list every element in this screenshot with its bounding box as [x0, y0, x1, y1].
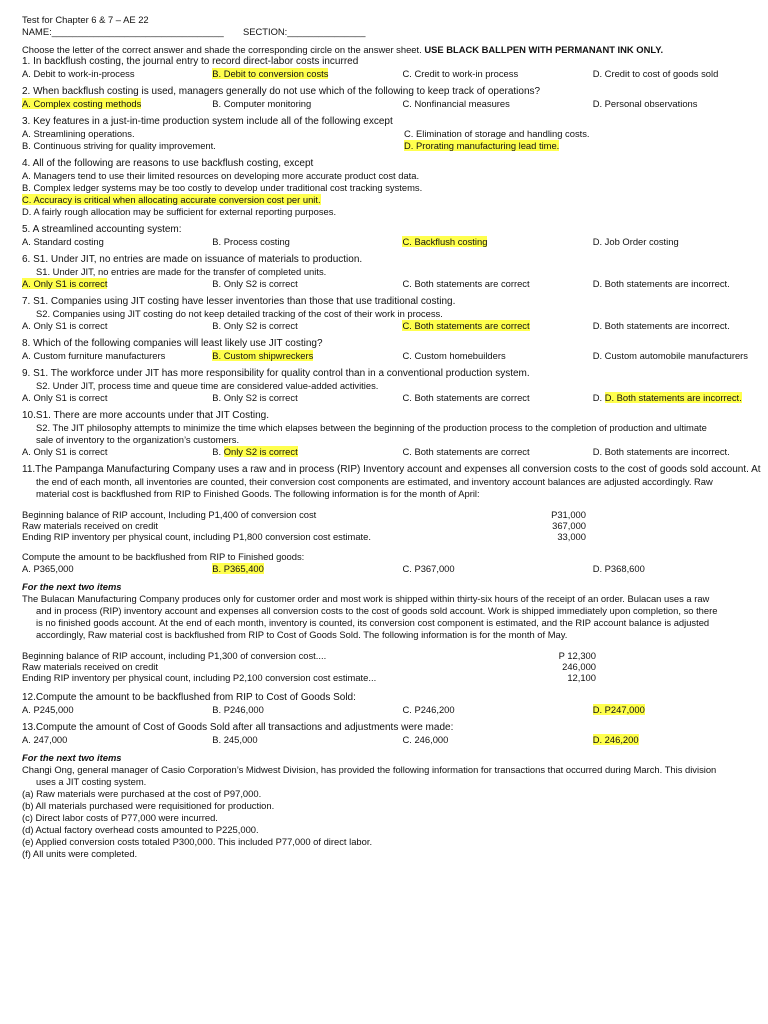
q8-option-d: D. Custom automobile manufacturers [592, 350, 748, 361]
q6-option-d: D. Both statements are incorrect. [592, 278, 730, 289]
q4-option-c: C. Accuracy is critical when allocating accurate conversion cost per unit. [22, 194, 321, 205]
question-9-options: A. Only S1 is correct B. Only S2 is correct C. Both statements are correct D. D. Both statements are incorrect. [22, 392, 742, 403]
question-8-stem: 8. Which of the following companies will least likely use JIT costing? [22, 338, 323, 349]
document-title: Test for Chapter 6 & 7 – AE 22 [22, 14, 149, 25]
question-7-s2: S2. Companies using JIT costing do not keep detailed tracking of the cost of their work in process. [36, 308, 443, 319]
q13-option-a: A. 247,000 [22, 734, 68, 745]
q6-option-a: A. Only S1 is correct [22, 278, 108, 289]
question-3-options-row2 [22, 140, 762, 152]
q7-option-a: A. Only S1 is correct [22, 320, 108, 331]
question-13-options [22, 734, 762, 746]
q12-option-a: A. P245,000 [22, 704, 74, 715]
q10-option-c: C. Both statements are correct [402, 446, 530, 457]
q11-option-a: A. P365,000 [22, 563, 74, 574]
question-1-stem: 1. In backflush costing, the journal entry to record direct-labor costs incurred [22, 56, 359, 67]
q3-option-a: A. Streamlining operations. [22, 128, 135, 139]
question-8-options [22, 350, 762, 362]
q1-option-d: D. Credit to cost of goods sold [592, 68, 719, 79]
q4-option-a: A. Managers tend to use their limited resources on developing more accurate product cost data. [22, 170, 420, 181]
q2-option-b: B. Computer monitoring [212, 98, 312, 109]
q6-option-c: C. Both statements are correct [402, 278, 530, 289]
casio-item-b: (b) All materials purchased were requisitioned for production. [22, 800, 275, 811]
q1-option-c: C. Credit to work-in process [402, 68, 519, 79]
question-5-options [22, 236, 762, 248]
bulacan-table-row: Raw materials received on credit 246,000 [22, 661, 596, 672]
question-13-stem: 13.Compute the amount of Cost of Goods Sold after all transactions and adjustments were made: [22, 722, 454, 733]
question-7-options [22, 320, 762, 332]
q8-option-a: A. Custom furniture manufacturers [22, 350, 166, 361]
question-10-options: A. Only S1 is correct B. Only S2 is correct C. Both statements are correct D. Both statements are incorrect. [22, 446, 730, 457]
question-1-options [22, 68, 762, 80]
q11-option-c: C. P367,000 [402, 563, 455, 574]
question-2-stem: 2. When backflush costing is used, managers generally do not use which of the following to keep track of operations? [22, 86, 541, 97]
q13-option-d: D. 246,200 [592, 734, 639, 745]
question-11-options [22, 563, 762, 575]
q13-option-b: B. 245,000 [212, 734, 258, 745]
q11-option-b: B. P365,400 [212, 563, 264, 574]
q5-option-d: D. Job Order costing [592, 236, 679, 247]
casio-item-a: (a) Raw materials were purchased at the cost of P97,000. [22, 788, 262, 799]
q1-option-a: A. Debit to work-in-process [22, 68, 135, 79]
question-6-options [22, 278, 762, 290]
question-11-p1: 11.The Pampanga Manufacturing Company uses a raw and in process (RIP) Inventory account and expenses all conversion costs to the cost of goods sold account. At [22, 464, 761, 475]
q13-option-c: C. 246,000 [402, 734, 449, 745]
question-9-s1: 9. S1. The workforce under JIT has more responsibility for quality control than in a conventional production system. [22, 368, 530, 379]
q8-option-c: C. Custom homebuilders [402, 350, 506, 361]
question-6-s2: S1. Under JIT, no entries are made for the transfer of completed units. [36, 266, 327, 277]
q7-option-b: B. Only S2 is correct [212, 320, 298, 331]
question-7-s1: 7. S1. Companies using JIT costing have lesser inventories than those that use traditional costing. [22, 296, 456, 307]
q3-option-c: C. Elimination of storage and handling costs. [404, 128, 590, 139]
q9-option-c: C. Both statements are correct [402, 392, 530, 403]
bulacan-p1: The Bulacan Manufacturing Company produces only for customer order and most work is shipped within thirty-six hours of the receipt of an order. Bulacan uses a raw [22, 593, 710, 604]
name-field: NAME:_________________________________ [22, 26, 224, 37]
bulacan-p2: and in process (RIP) inventory account and expenses all conversion costs to the cost of goods sold account. Work is shipped immediately upon completion, so there [36, 605, 718, 616]
q11-option-d: D. P368,600 [592, 563, 645, 574]
next-two-items-heading-2: For the next two items [22, 752, 122, 763]
question-6-s1: 6. S1. Under JIT, no entries are made on issuance of materials to production. [22, 254, 363, 265]
q7-option-d: D. Both statements are incorrect. [592, 320, 730, 331]
bulacan-table-row: Ending RIP inventory per physical count, including P2,100 conversion cost estimate... 12,100 [22, 672, 596, 683]
question-3-stem: 3. Key features in a just-in-time production system include all of the following except [22, 116, 393, 127]
casio-item-f: (f) All units were completed. [22, 848, 138, 859]
instructions: Choose the letter of the correct answer and shade the corresponding circle on the answer sheet. USE BLACK BALLPEN WITH PERMANANT INK ONLY. [22, 44, 664, 55]
instructions-bold: USE BLACK BALLPEN WITH PERMANANT INK ONLY. [424, 44, 664, 55]
question-2-options [22, 98, 762, 110]
question-3-options-row1 [22, 128, 762, 140]
q9-option-b: B. Only S2 is correct [212, 392, 298, 403]
q12-option-d: D. P247,000 [592, 704, 645, 715]
q2-option-c: C. Nonfinancial measures [402, 98, 510, 109]
bulacan-table-row: Beginning balance of RIP account, including P1,300 of conversion cost.... P 12,300 [22, 650, 596, 661]
q11-table-row: Ending RIP inventory per physical count, including P1,800 conversion cost estimate. 33,000 [22, 531, 586, 542]
q12-option-c: C. P246,200 [402, 704, 455, 715]
question-4-stem: 4. All of the following are reasons to use backflush costing, except [22, 158, 314, 169]
question-5-stem: 5. A streamlined accounting system: [22, 224, 182, 235]
q10-option-b: Only S2 is correct [223, 446, 298, 457]
q8-option-b: B. Custom shipwreckers [212, 350, 314, 361]
section-field: SECTION:_______________ [242, 26, 366, 37]
question-10-s2-cont: sale of inventory to the organization’s customers. [36, 434, 240, 445]
question-9-s2: S2. Under JIT, process time and queue time are considered value-added activities. [36, 380, 379, 391]
question-12-options [22, 704, 762, 716]
bulacan-p4: accordingly, Raw material cost is backflushed from RIP to Cost of Goods Sold. The following information is for the month of May. [36, 629, 568, 640]
q5-option-b: B. Process costing [212, 236, 290, 247]
q11-ask: Compute the amount to be backflushed from RIP to Finished goods: [22, 551, 305, 562]
q3-option-d: D. Prorating manufacturing lead time. [404, 140, 560, 151]
q10-option-a: A. Only S1 is correct [22, 446, 108, 457]
q2-option-a: A. Complex costing methods [22, 98, 142, 109]
q9-option-a: A. Only S1 is correct [22, 392, 108, 403]
q3-option-b: B. Continuous striving for quality improvement. [22, 140, 216, 151]
q10-option-d: D. Both statements are incorrect. [592, 446, 730, 457]
q9-option-d: D. Both statements are incorrect. [604, 392, 742, 403]
q7-option-c: C. Both statements are correct [402, 320, 530, 331]
casio-item-d: (d) Actual factory overhead costs amounted to P225,000. [22, 824, 259, 835]
q1-option-b: B. Debit to conversion costs [212, 68, 329, 79]
q12-option-b: B. P246,000 [212, 704, 264, 715]
question-10-s1: 10.S1. There are more accounts under that JIT Costing. [22, 410, 269, 421]
casio-p2: uses a JIT costing system. [36, 776, 147, 787]
casio-item-c: (c) Direct labor costs of P77,000 were incurred. [22, 812, 218, 823]
q2-option-d: D. Personal observations [592, 98, 698, 109]
question-10-s2: S2. The JIT philosophy attempts to minimize the time which elapses between the beginning of the production process to the completion of production and ultimate [36, 422, 707, 433]
test-document [22, 14, 762, 860]
q6-option-b: B. Only S2 is correct [212, 278, 298, 289]
question-11-p2: the end of each month, all inventories are counted, their conversion cost components are estimated, and inventory account balances are adjusted accordingly. Raw [36, 476, 713, 487]
bulacan-p3: is no finished goods account. At the end of each month, inventory is counted, its conversion cost component is estimated, and the RIP account balance is adjusted [36, 617, 710, 628]
casio-item-e: (e) Applied conversion costs totaled P300,000. This included P77,000 of direct labor. [22, 836, 373, 847]
casio-p1: Changi Ong, general manager of Casio Corporation’s Midwest Division, has provided the following information for transactions that occurred during March. This division [22, 764, 717, 775]
q5-option-c: C. Backflush costing [402, 236, 488, 247]
q11-table-row: Beginning balance of RIP account, Including P1,400 of conversion cost P31,000 [22, 509, 586, 520]
question-11-p3: material cost is backflushed from RIP to Finished Goods. The following information is for the month of April: [36, 488, 480, 499]
q11-table-row: Raw materials received on credit 367,000 [22, 520, 586, 531]
question-12-stem: 12.Compute the amount to be backflushed from RIP to Cost of Goods Sold: [22, 692, 356, 703]
name-section-line [22, 26, 762, 38]
next-two-items-heading: For the next two items [22, 581, 122, 592]
q4-option-d: D. A fairly rough allocation may be sufficient for external reporting purposes. [22, 206, 337, 217]
q4-option-b: B. Complex ledger systems may be too costly to develop under traditional cost tracking systems. [22, 182, 423, 193]
q5-option-a: A. Standard costing [22, 236, 104, 247]
